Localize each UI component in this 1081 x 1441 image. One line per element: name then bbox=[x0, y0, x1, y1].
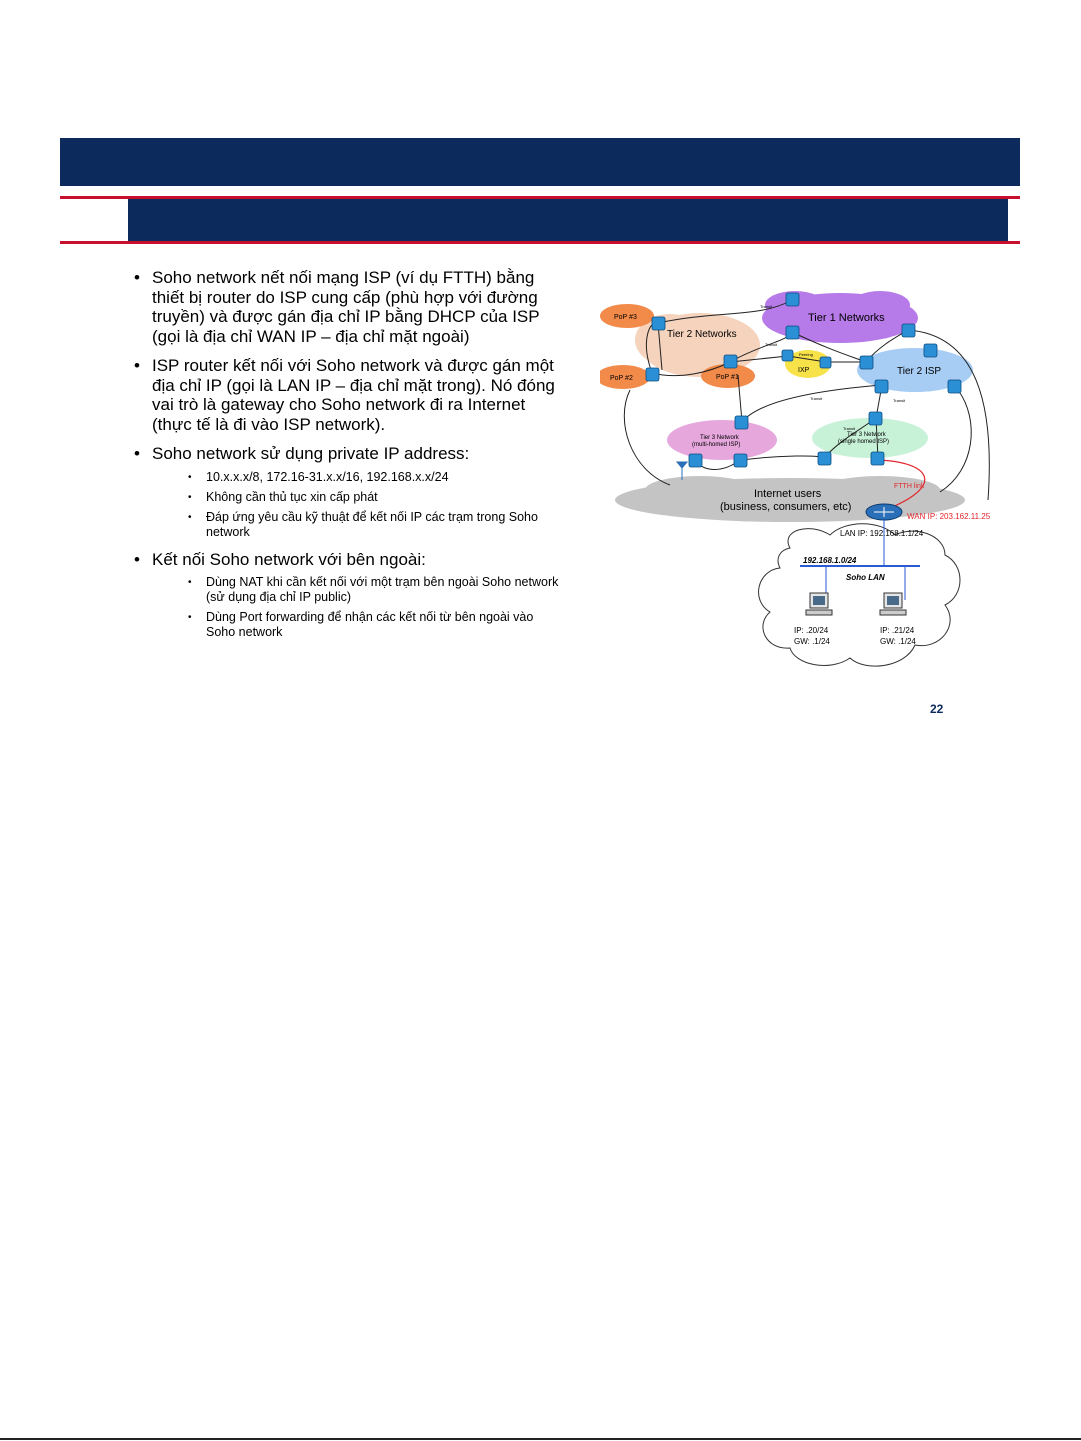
pc1-icon bbox=[806, 593, 832, 615]
bullet-item: • Soho network sử dụng private IP address: • 10.x.x.x/8, 172.16-31.x.x/16, 192.168.x.x/24 • Không cần thủ tục xin cấp phát • Đáp ứng yêu cầu kỹ thuật để kết nối IP các trạm trong Soho network bbox=[134, 444, 559, 540]
tier3-single-label: Tier 3 Network bbox=[847, 432, 886, 438]
sub-bullet-item: • Đáp ứng yêu cầu kỹ thuật để kết nối IP các trạm trong Soho network bbox=[188, 510, 559, 540]
pop2-label: PoP #2 bbox=[610, 375, 633, 382]
sub-bullet-item: • Không cần thủ tục xin cấp phát bbox=[188, 490, 559, 505]
transit-label: Transit bbox=[810, 396, 823, 401]
router-icon bbox=[734, 454, 747, 467]
tier3-single-sub-label: (single homed ISP) bbox=[838, 439, 890, 445]
tier1-label: Tier 1 Networks bbox=[808, 312, 885, 324]
bullet-item: • ISP router kết nối với Soho network và được gán một địa chỉ IP (gọi là LAN IP – địa chỉ mặt trong). Nó đóng vai trò là gateway cho Soho network đi ra Internet (thực tế là đi vào ISP network). bbox=[134, 356, 559, 434]
router-icon bbox=[948, 380, 961, 393]
pc2-icon bbox=[880, 593, 906, 615]
router-icon bbox=[724, 355, 737, 368]
sub-bullet-list bbox=[152, 470, 559, 540]
router-icon bbox=[735, 416, 748, 429]
router-icon bbox=[860, 356, 873, 369]
bullet-content bbox=[134, 268, 559, 650]
router-icon bbox=[646, 368, 659, 381]
subtitle-divider bbox=[60, 241, 1020, 244]
lan-ip-label: LAN IP: 192.168.1.1/24 bbox=[840, 529, 924, 538]
page-number: 22 bbox=[930, 702, 944, 716]
peering-label: Peering bbox=[799, 352, 813, 357]
transit-label: Transit bbox=[893, 398, 906, 403]
sub-bullet-list bbox=[152, 575, 559, 640]
tier2-label: Tier 2 Networks bbox=[667, 329, 737, 340]
router-icon bbox=[786, 326, 799, 339]
transit-label: Transit bbox=[843, 426, 856, 431]
router-icon bbox=[652, 317, 665, 330]
tier3-multi-sub-label: (multi-homed ISP) bbox=[692, 442, 741, 448]
router-icon bbox=[782, 350, 793, 361]
soho-lan-cloud bbox=[759, 524, 960, 666]
transit-label: Transit bbox=[760, 304, 773, 309]
bullet-item: • Soho network nết nối mạng ISP (ví dụ FTTH) bằng thiết bị router do ISP cung cấp (phù hợp với đường truyền) và được gán địa chỉ IP bằng DHCP của ISP (gọi là địa chỉ WAN IP – địa chỉ mặt ngoài) bbox=[134, 268, 559, 346]
sub-bullet-item: • Dùng Port forwarding để nhận các kết nối từ bên ngoài vào Soho network bbox=[188, 610, 559, 640]
ixp-label: IXP bbox=[798, 367, 810, 374]
sub-bullet-item: • Dùng NAT khi cần kết nối với một trạm bên ngoài Soho network (sử dụng địa chỉ IP public) bbox=[188, 575, 559, 605]
router-icon bbox=[786, 293, 799, 306]
pc1-gw-label: GW: .1/24 bbox=[794, 637, 830, 646]
pc2-gw-label: GW: .1/24 bbox=[880, 637, 916, 646]
router-icon bbox=[871, 452, 884, 465]
router-icon bbox=[818, 452, 831, 465]
pop3-label: PoP #3 bbox=[614, 314, 637, 321]
router-icon bbox=[902, 324, 915, 337]
pc2-ip-label: IP: .21/24 bbox=[880, 626, 915, 635]
network-diagram bbox=[600, 285, 1000, 680]
bullet-list bbox=[134, 268, 559, 640]
wan-ip-label: WAN IP: 203.162.11.25 bbox=[907, 512, 991, 521]
pop1-label: PoP #1 bbox=[716, 374, 739, 381]
ftth-link-label: FTTH link bbox=[894, 483, 925, 490]
router-icon bbox=[689, 454, 702, 467]
router-icon bbox=[875, 380, 888, 393]
internet-users-label: Internet users bbox=[754, 488, 822, 500]
router-icon bbox=[924, 344, 937, 357]
router-icon bbox=[820, 357, 831, 368]
page-bottom-border bbox=[0, 1438, 1081, 1440]
router-icon bbox=[869, 412, 882, 425]
internet-users-sub-label: (business, consumers, etc) bbox=[720, 501, 852, 513]
transit-label: Transit bbox=[765, 342, 778, 347]
lan-subnet-label: 192.168.1.0/24 bbox=[803, 556, 857, 565]
tier3-multi-label: Tier 3 Network bbox=[700, 435, 739, 441]
soho-lan-label: Soho LAN bbox=[846, 573, 885, 582]
tier2-isp-label: Tier 2 ISP bbox=[897, 366, 942, 377]
bullet-item: • Kết nối Soho network với bên ngoài: • Dùng NAT khi cần kết nối với một trạm bên ngoài Soho network (sử dụng địa chỉ IP public) • Dùng Port forwarding để nhận các kết nối từ bên ngoài vào Soho network bbox=[134, 550, 559, 641]
title-bar bbox=[60, 138, 1020, 186]
pc1-ip-label: IP: .20/24 bbox=[794, 626, 829, 635]
sub-bullet-item: • 10.x.x.x/8, 172.16-31.x.x/16, 192.168.x.x/24 bbox=[188, 470, 559, 485]
subtitle-bar bbox=[128, 199, 1008, 241]
